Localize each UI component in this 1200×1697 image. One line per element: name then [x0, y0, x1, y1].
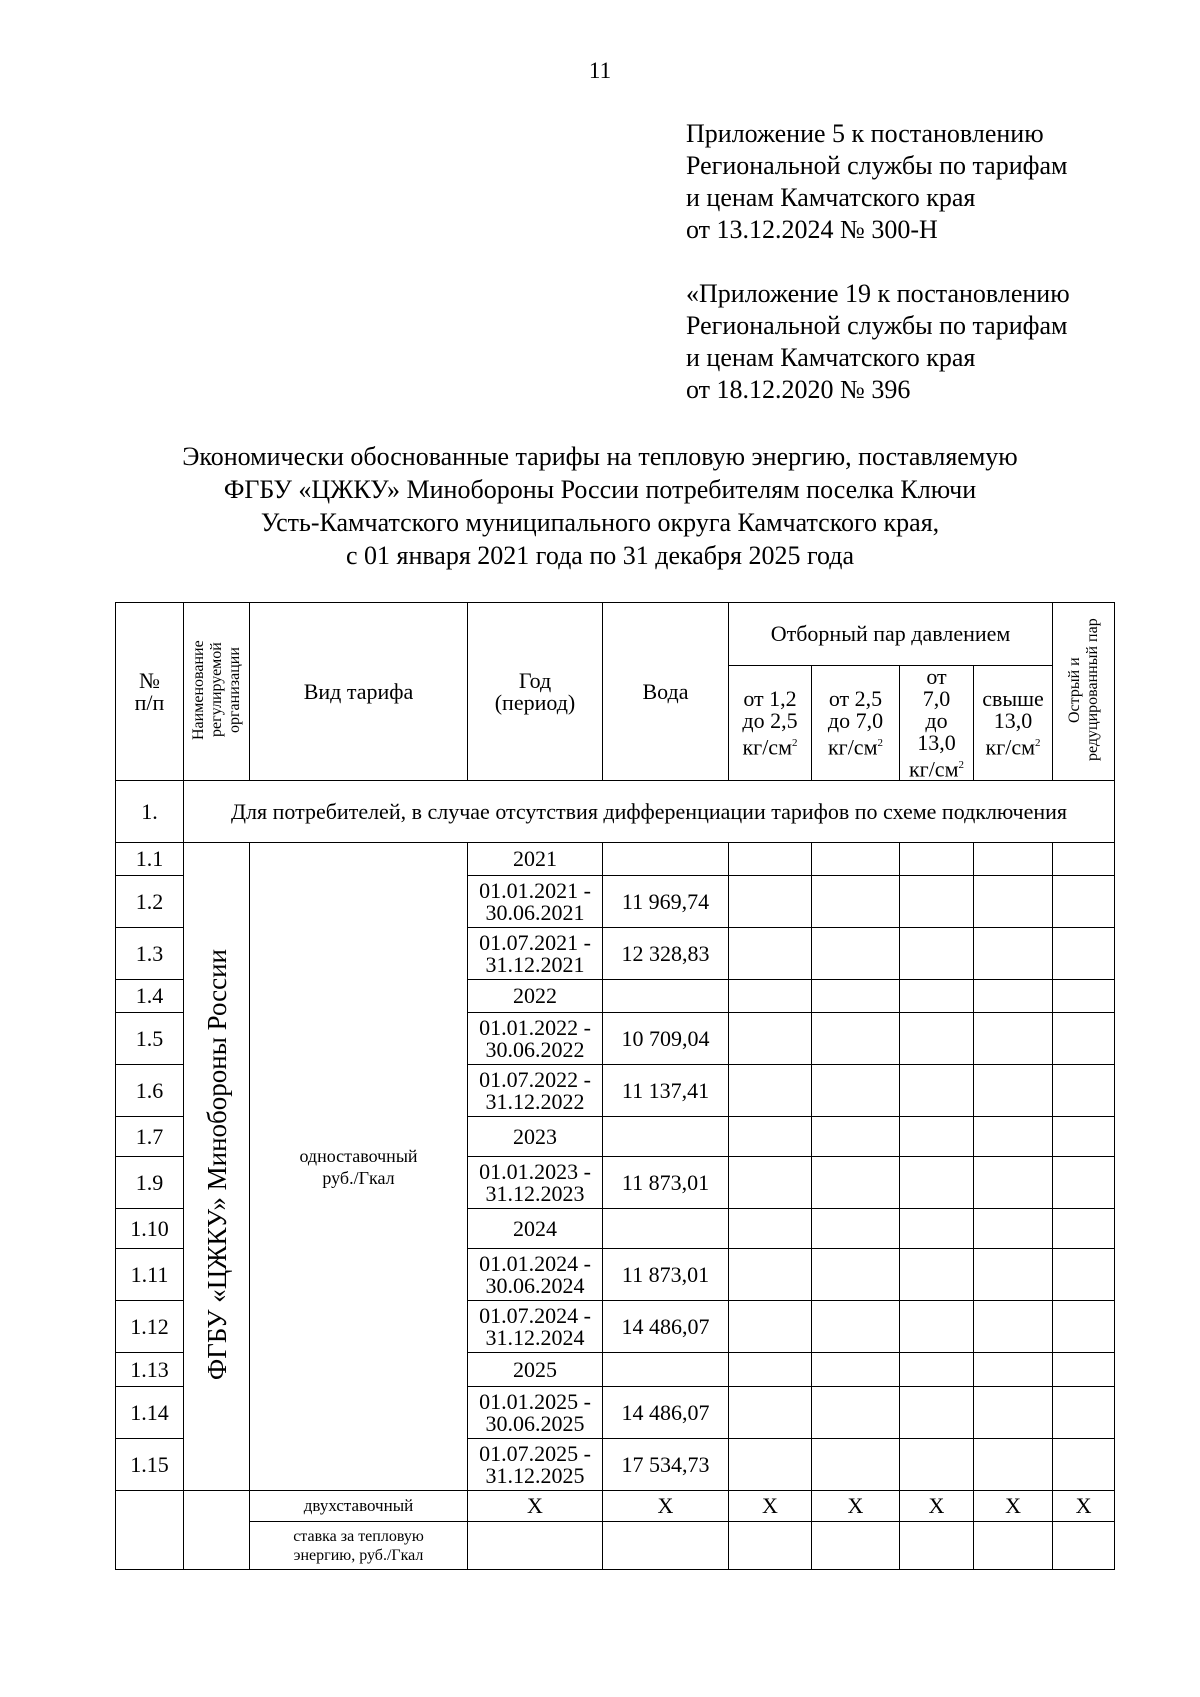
header-steam-unit: [729, 732, 811, 758]
empty-cell: [974, 1439, 1053, 1491]
empty-cell: [812, 1249, 900, 1301]
header-year-line: Год: [518, 667, 552, 693]
water-value: 14 486,07: [603, 1301, 729, 1353]
empty-cell: [812, 1013, 900, 1065]
appendix-block-current: [686, 118, 1067, 246]
empty-cell: [729, 980, 812, 1013]
two-rate-row: [116, 1491, 1115, 1522]
empty-cell: [974, 1249, 1053, 1301]
empty-cell: [1053, 1353, 1115, 1387]
appendix-block-original: [686, 278, 1070, 406]
empty-cell: [974, 928, 1053, 980]
header-org-name: [184, 603, 250, 781]
single-rate-label: одноставочный: [299, 1145, 418, 1166]
empty-cell: [812, 1209, 900, 1249]
empty-cell: [603, 1522, 729, 1570]
empty-cell: [729, 1013, 812, 1065]
empty-cell: [900, 1013, 974, 1065]
period-line: 30.06.2024: [485, 1272, 585, 1298]
tariff-table: [115, 602, 1115, 1570]
period-cell: [468, 928, 603, 980]
water-value: [603, 1209, 729, 1249]
period-cell: 2023: [468, 1117, 603, 1157]
unit-sup: 2: [877, 737, 883, 749]
header-num: [116, 603, 184, 781]
empty-cell: [1053, 1157, 1115, 1209]
two-rate-label: двухставочный: [250, 1491, 468, 1522]
empty-cell: [812, 1439, 900, 1491]
empty-cell: [1053, 843, 1115, 876]
empty-cell: [900, 1157, 974, 1209]
period-cell: [468, 876, 603, 928]
unit-sup: 2: [958, 759, 964, 771]
row-num: 1.12: [116, 1301, 184, 1353]
empty-cell: [974, 1013, 1053, 1065]
header-steam-group: Отборный пар давлением: [729, 603, 1053, 666]
period-cell: [468, 1439, 603, 1491]
header-steam-over13: [974, 666, 1053, 781]
empty-cell: [1053, 876, 1115, 928]
header-steam-range: от 7,0 до 13,0: [917, 664, 956, 755]
empty-cell: [812, 928, 900, 980]
row-num: 1.9: [116, 1157, 184, 1209]
unit-sup: 2: [792, 737, 798, 749]
row-num: 1.13: [116, 1353, 184, 1387]
appendix-line: Региональной службы по тарифам: [686, 151, 1068, 180]
row-num: 1.7: [116, 1117, 184, 1157]
header-row: [116, 603, 1115, 666]
empty-cell: [1053, 1013, 1115, 1065]
org-name: ФГБУ «ЦЖКУ» Минобороны России: [201, 949, 232, 1381]
section-num: 1.: [116, 781, 184, 843]
section-row: [116, 781, 1115, 843]
empty-cell: [900, 1209, 974, 1249]
empty-cell: [1053, 1439, 1115, 1491]
empty-cell: [974, 1353, 1053, 1387]
empty-cell: [729, 1522, 812, 1570]
empty-cell: [812, 1387, 900, 1439]
period-line: 31.12.2025: [485, 1462, 585, 1488]
document-title: [100, 440, 1100, 572]
empty-cell: [1053, 1249, 1115, 1301]
row-num: 1.2: [116, 876, 184, 928]
empty-cell: [1053, 1065, 1115, 1117]
unit-text: кг/см: [742, 734, 792, 760]
row-num: 1.4: [116, 980, 184, 1013]
period-line: 01.01.2021 -: [479, 877, 591, 903]
header-steam-range: от 1,2 до 2,5: [742, 686, 798, 733]
empty-cell: [1053, 1522, 1115, 1570]
empty-cell: [1053, 980, 1115, 1013]
empty-cell: [812, 1157, 900, 1209]
empty-cell: [729, 843, 812, 876]
water-value: 14 486,07: [603, 1387, 729, 1439]
header-tariff-type: Вид тарифа: [250, 603, 468, 781]
period-line: 01.07.2022 -: [479, 1066, 591, 1092]
row-num: 1.5: [116, 1013, 184, 1065]
single-rate-unit: руб./Гкал: [322, 1167, 395, 1188]
empty-cell: [729, 1209, 812, 1249]
appendix-line: Приложение 5 к постановлению: [686, 119, 1044, 148]
water-value: [603, 843, 729, 876]
header-steam-range: свыше 13,0: [982, 686, 1044, 733]
period-cell: [468, 1065, 603, 1117]
header-steam-2-5: [812, 666, 900, 781]
empty-cell: [116, 1491, 184, 1570]
empty-cell: [900, 1301, 974, 1353]
period-line: 31.12.2024: [485, 1324, 585, 1350]
period-line: 01.07.2025 -: [479, 1440, 591, 1466]
empty-cell: [974, 1209, 1053, 1249]
empty-cell: [900, 1387, 974, 1439]
empty-cell: [812, 843, 900, 876]
row-num: 1.10: [116, 1209, 184, 1249]
header-org-name-text: Наименование регулируемой организации: [189, 639, 243, 740]
unit-text: кг/см: [908, 756, 959, 782]
empty-cell: [974, 1065, 1053, 1117]
period-line: 30.06.2021: [485, 899, 585, 925]
period-line: 31.12.2022: [485, 1088, 585, 1114]
empty-cell: [729, 876, 812, 928]
x-mark: X: [812, 1491, 900, 1522]
heat-rate-line: энергию, руб./Гкал: [293, 1546, 424, 1564]
period-cell: 2024: [468, 1209, 603, 1249]
header-water: Вода: [603, 603, 729, 781]
empty-cell: [900, 1117, 974, 1157]
x-mark: X: [603, 1491, 729, 1522]
title-line: Усть-Камчатского муниципального округа Камчатского края,: [260, 508, 940, 537]
period-cell: [468, 1249, 603, 1301]
row-num: 1.3: [116, 928, 184, 980]
table-row: [116, 843, 1115, 876]
period-line: 01.01.2023 -: [479, 1158, 591, 1184]
title-line: Экономически обоснованные тарифы на тепловую энергию, поставляемую: [182, 442, 1018, 471]
water-value: 17 534,73: [603, 1439, 729, 1491]
period-cell: 2025: [468, 1353, 603, 1387]
empty-cell: [812, 980, 900, 1013]
empty-cell: [974, 1301, 1053, 1353]
period-line: 01.01.2024 -: [479, 1250, 591, 1276]
empty-cell: [900, 1353, 974, 1387]
empty-cell: [729, 1439, 812, 1491]
empty-cell: [729, 928, 812, 980]
period-line: 01.01.2022 -: [479, 1014, 591, 1040]
period-line: 31.12.2023: [485, 1180, 585, 1206]
period-line: 01.01.2025 -: [479, 1388, 591, 1414]
page-number: 11: [588, 58, 612, 83]
title-line: ФГБУ «ЦЖКУ» Минобороны России потребителям поселка Ключи: [223, 475, 977, 504]
empty-cell: [900, 876, 974, 928]
period-line: 30.06.2022: [485, 1036, 585, 1062]
appendix-line: от 13.12.2024 № 300-Н: [686, 215, 938, 244]
empty-cell: [900, 1065, 974, 1117]
x-mark: X: [729, 1491, 812, 1522]
appendix-line: «Приложение 19 к постановлению: [686, 279, 1070, 308]
unit-text: кг/см: [985, 734, 1036, 760]
row-num: 1.6: [116, 1065, 184, 1117]
water-value: [603, 1353, 729, 1387]
header-num-line: №: [139, 667, 160, 693]
empty-cell: [812, 1353, 900, 1387]
header-num-line: п/п: [134, 689, 165, 715]
water-value: 10 709,04: [603, 1013, 729, 1065]
appendix-line: от 18.12.2020 № 396: [686, 375, 911, 404]
water-value: 11 873,01: [603, 1157, 729, 1209]
empty-cell: [900, 1439, 974, 1491]
period-cell: 2021: [468, 843, 603, 876]
row-num: 1.14: [116, 1387, 184, 1439]
empty-cell: [974, 1117, 1053, 1157]
empty-cell: [729, 1353, 812, 1387]
period-cell: [468, 1013, 603, 1065]
header-year: [468, 603, 603, 781]
row-num: 1.11: [116, 1249, 184, 1301]
appendix-line: Региональной службы по тарифам: [686, 311, 1068, 340]
empty-cell: [1053, 1117, 1115, 1157]
x-mark: X: [1053, 1491, 1115, 1522]
heat-rate-label: [250, 1522, 468, 1570]
empty-cell: [812, 876, 900, 928]
empty-cell: [1053, 1209, 1115, 1249]
empty-cell: [812, 1117, 900, 1157]
row-num: 1.15: [116, 1439, 184, 1491]
empty-cell: [729, 1387, 812, 1439]
empty-cell: [900, 928, 974, 980]
unit-sup: 2: [1035, 737, 1041, 749]
period-line: 01.07.2021 -: [479, 929, 591, 955]
row-num: 1.1: [116, 843, 184, 876]
period-cell: 2022: [468, 980, 603, 1013]
period-line: 01.07.2024 -: [479, 1302, 591, 1328]
water-value: 11 137,41: [603, 1065, 729, 1117]
water-value: 11 969,74: [603, 876, 729, 928]
period-cell: [468, 1157, 603, 1209]
period-line: 31.12.2021: [485, 951, 585, 977]
empty-cell: [729, 1249, 812, 1301]
empty-cell: [184, 1491, 250, 1570]
empty-cell: [974, 1157, 1053, 1209]
unit-text: кг/см: [827, 734, 878, 760]
header-steam-range: от 2,5 до 7,0: [827, 686, 884, 733]
single-rate-cell: [250, 843, 468, 1491]
header-sharp-steam: [1053, 603, 1115, 781]
header-steam-unit: [974, 732, 1052, 758]
header-steam-1-2: [729, 666, 812, 781]
empty-cell: [974, 1522, 1053, 1570]
empty-cell: [812, 1522, 900, 1570]
x-mark: X: [974, 1491, 1053, 1522]
empty-cell: [974, 980, 1053, 1013]
period-line: 30.06.2025: [485, 1410, 585, 1436]
empty-cell: [900, 843, 974, 876]
water-value: [603, 1117, 729, 1157]
empty-cell: [1053, 928, 1115, 980]
heat-rate-row: [116, 1522, 1115, 1570]
empty-cell: [729, 1065, 812, 1117]
empty-cell: [974, 1387, 1053, 1439]
empty-cell: [729, 1117, 812, 1157]
water-value: 12 328,83: [603, 928, 729, 980]
header-steam-7-0: [900, 666, 974, 781]
title-line: с 01 января 2021 года по 31 декабря 2025 года: [345, 541, 855, 570]
empty-cell: [1053, 1387, 1115, 1439]
appendix-line: и ценам Камчатского края: [686, 183, 976, 212]
x-mark: X: [900, 1491, 974, 1522]
period-cell: [468, 1387, 603, 1439]
water-value: [603, 980, 729, 1013]
header-sharp-steam-text: Острый и редуцированный пар: [1065, 618, 1101, 762]
section-title: Для потребителей, в случае отсутствия дифференциации тарифов по схеме подключения: [184, 781, 1115, 843]
appendix-line: и ценам Камчатского края: [686, 343, 976, 372]
empty-cell: [900, 1249, 974, 1301]
empty-cell: [974, 843, 1053, 876]
empty-cell: [729, 1157, 812, 1209]
empty-cell: [729, 1301, 812, 1353]
water-value: 11 873,01: [603, 1249, 729, 1301]
empty-cell: [1053, 1301, 1115, 1353]
empty-cell: [900, 980, 974, 1013]
empty-cell: [468, 1522, 603, 1570]
org-name-cell: [184, 843, 250, 1491]
empty-cell: [974, 876, 1053, 928]
empty-cell: [900, 1522, 974, 1570]
header-year-line: (период): [494, 689, 576, 715]
heat-rate-line: ставка за тепловую: [293, 1527, 424, 1545]
empty-cell: [812, 1301, 900, 1353]
header-steam-unit: [812, 732, 899, 758]
empty-cell: [812, 1065, 900, 1117]
header-steam-unit: [900, 754, 973, 780]
x-mark: X: [468, 1491, 603, 1522]
period-cell: [468, 1301, 603, 1353]
